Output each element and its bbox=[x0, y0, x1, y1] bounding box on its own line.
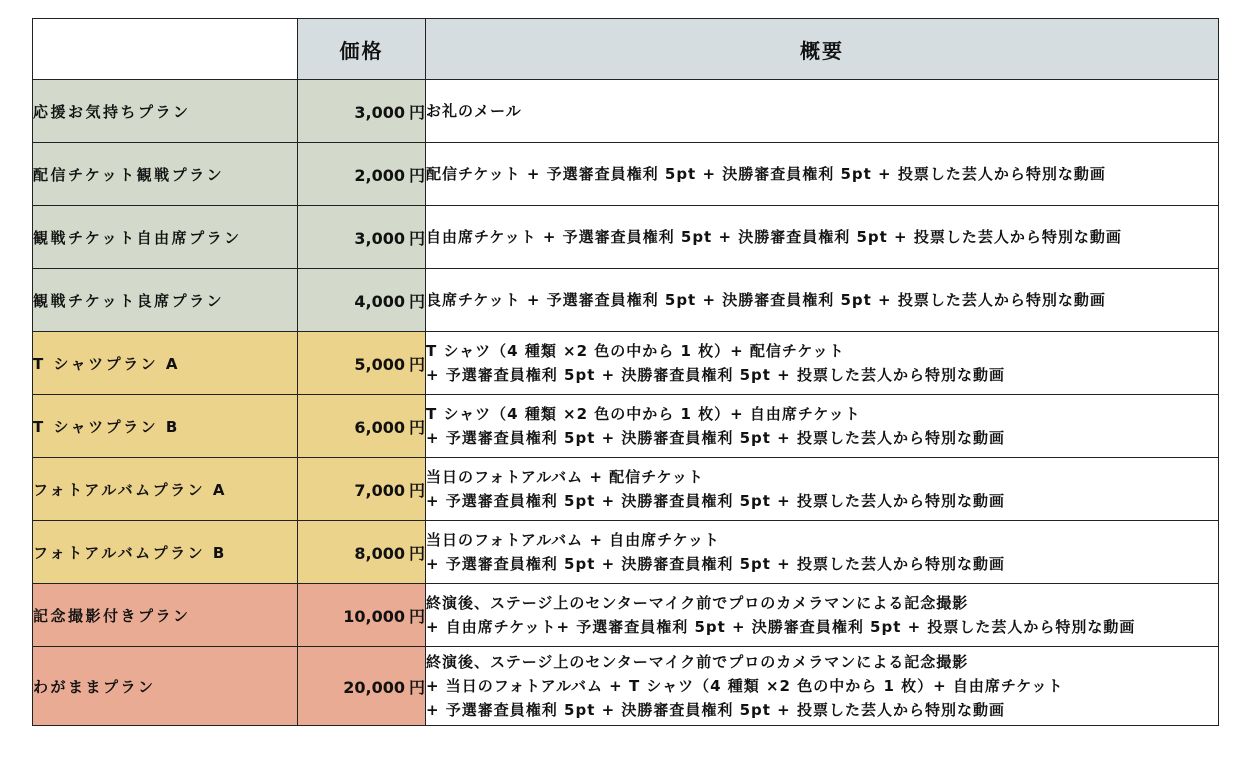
description-line: お礼のメール bbox=[426, 102, 522, 120]
description-line: 当日のフォトアルバム + 配信チケット bbox=[426, 468, 704, 486]
plan-price-cell bbox=[298, 269, 426, 332]
plan-price-cell bbox=[298, 458, 426, 521]
currency-unit: 円 bbox=[408, 480, 425, 500]
price-amount: 3,000 bbox=[354, 102, 405, 122]
plan-description-cell bbox=[426, 521, 1219, 584]
currency-unit: 円 bbox=[408, 165, 425, 185]
description-line: + 予選審査員権利 5pt + 決勝審査員権利 5pt + 投票した芸人から特別な動画 bbox=[426, 366, 1005, 384]
plan-name-cell: 観戦チケット良席プラン bbox=[33, 269, 298, 332]
price-amount: 6,000 bbox=[354, 417, 405, 437]
plan-price-cell bbox=[298, 521, 426, 584]
plan-price-cell bbox=[298, 647, 426, 726]
price-amount: 20,000 bbox=[343, 677, 405, 697]
description-line: T シャツ（4 種類 ×2 色の中から 1 枚）+ 自由席チケット bbox=[426, 405, 861, 423]
table-row bbox=[33, 143, 1219, 206]
plan-name-cell: T シャツプラン B bbox=[33, 395, 298, 458]
currency-unit: 円 bbox=[408, 102, 425, 122]
price-amount: 5,000 bbox=[354, 354, 405, 374]
price-amount: 3,000 bbox=[354, 228, 405, 248]
plan-price-cell bbox=[298, 143, 426, 206]
price-column-header: 価格 bbox=[298, 19, 426, 80]
description-line: + 予選審査員権利 5pt + 決勝審査員権利 5pt + 投票した芸人から特別な動画 bbox=[426, 429, 1005, 447]
price-amount: 10,000 bbox=[343, 606, 405, 626]
plan-price-cell bbox=[298, 584, 426, 647]
currency-unit: 円 bbox=[408, 677, 425, 697]
plan-price-cell bbox=[298, 395, 426, 458]
description-line: 終演後、ステージ上のセンターマイク前でプロのカメラマンによる記念撮影 bbox=[426, 653, 969, 671]
description-line: + 自由席チケット+ 予選審査員権利 5pt + 決勝審査員権利 5pt + 投票した芸人から特別な動画 bbox=[426, 618, 1136, 636]
table-row bbox=[33, 395, 1219, 458]
price-amount: 7,000 bbox=[354, 480, 405, 500]
plan-price-cell bbox=[298, 80, 426, 143]
plan-name-cell: 配信チケット観戦プラン bbox=[33, 143, 298, 206]
currency-unit: 円 bbox=[408, 543, 425, 563]
description-line: + 予選審査員権利 5pt + 決勝審査員権利 5pt + 投票した芸人から特別な動画 bbox=[426, 492, 1005, 510]
plan-name-cell: フォトアルバムプラン A bbox=[33, 458, 298, 521]
table-row bbox=[33, 647, 1219, 726]
plan-name-cell: T シャツプラン A bbox=[33, 332, 298, 395]
table-header-row bbox=[33, 19, 1219, 80]
plan-name-cell: わがままプラン bbox=[33, 647, 298, 726]
currency-unit: 円 bbox=[408, 606, 425, 626]
price-amount: 2,000 bbox=[354, 165, 405, 185]
plan-description-cell bbox=[426, 332, 1219, 395]
table-row bbox=[33, 269, 1219, 332]
description-line: + 予選審査員権利 5pt + 決勝審査員権利 5pt + 投票した芸人から特別な動画 bbox=[426, 555, 1005, 573]
table-row bbox=[33, 80, 1219, 143]
description-line: 終演後、ステージ上のセンターマイク前でプロのカメラマンによる記念撮影 bbox=[426, 594, 969, 612]
summary-column-header: 概要 bbox=[426, 19, 1219, 80]
plan-description-cell bbox=[426, 269, 1219, 332]
currency-unit: 円 bbox=[408, 228, 425, 248]
plan-description-cell bbox=[426, 584, 1219, 647]
plan-description-cell bbox=[426, 395, 1219, 458]
header-corner-cell bbox=[33, 19, 298, 80]
currency-unit: 円 bbox=[408, 354, 425, 374]
plan-name-cell: 記念撮影付きプラン bbox=[33, 584, 298, 647]
currency-unit: 円 bbox=[408, 417, 425, 437]
price-amount: 8,000 bbox=[354, 543, 405, 563]
table-row bbox=[33, 332, 1219, 395]
description-line: T シャツ（4 種類 ×2 色の中から 1 枚）+ 配信チケット bbox=[426, 342, 845, 360]
plan-name-cell: フォトアルバムプラン B bbox=[33, 521, 298, 584]
description-line: 配信チケット + 予選審査員権利 5pt + 決勝審査員権利 5pt + 投票した芸人から特別な動画 bbox=[426, 165, 1106, 183]
plan-description-cell bbox=[426, 458, 1219, 521]
plan-price-cell bbox=[298, 332, 426, 395]
description-line: 当日のフォトアルバム + 自由席チケット bbox=[426, 531, 720, 549]
plan-name-cell: 応援お気持ちプラン bbox=[33, 80, 298, 143]
table-row bbox=[33, 584, 1219, 647]
table-row bbox=[33, 206, 1219, 269]
table-row bbox=[33, 521, 1219, 584]
plan-description-cell bbox=[426, 143, 1219, 206]
plans-table bbox=[32, 18, 1219, 726]
table-row bbox=[33, 458, 1219, 521]
plan-description-cell bbox=[426, 80, 1219, 143]
plan-rows bbox=[33, 80, 1219, 726]
description-line: + 予選審査員権利 5pt + 決勝審査員権利 5pt + 投票した芸人から特別な動画 bbox=[426, 701, 1005, 719]
description-line: + 当日のフォトアルバム + T シャツ（4 種類 ×2 色の中から 1 枚）+ 自由席チケット bbox=[426, 677, 1064, 695]
description-line: 良席チケット + 予選審査員権利 5pt + 決勝審査員権利 5pt + 投票した芸人から特別な動画 bbox=[426, 291, 1106, 309]
currency-unit: 円 bbox=[408, 291, 425, 311]
plan-description-cell bbox=[426, 206, 1219, 269]
description-line: 自由席チケット + 予選審査員権利 5pt + 決勝審査員権利 5pt + 投票した芸人から特別な動画 bbox=[426, 228, 1122, 246]
plan-name-cell: 観戦チケット自由席プラン bbox=[33, 206, 298, 269]
price-amount: 4,000 bbox=[354, 291, 405, 311]
plan-description-cell bbox=[426, 647, 1219, 726]
plan-price-cell bbox=[298, 206, 426, 269]
